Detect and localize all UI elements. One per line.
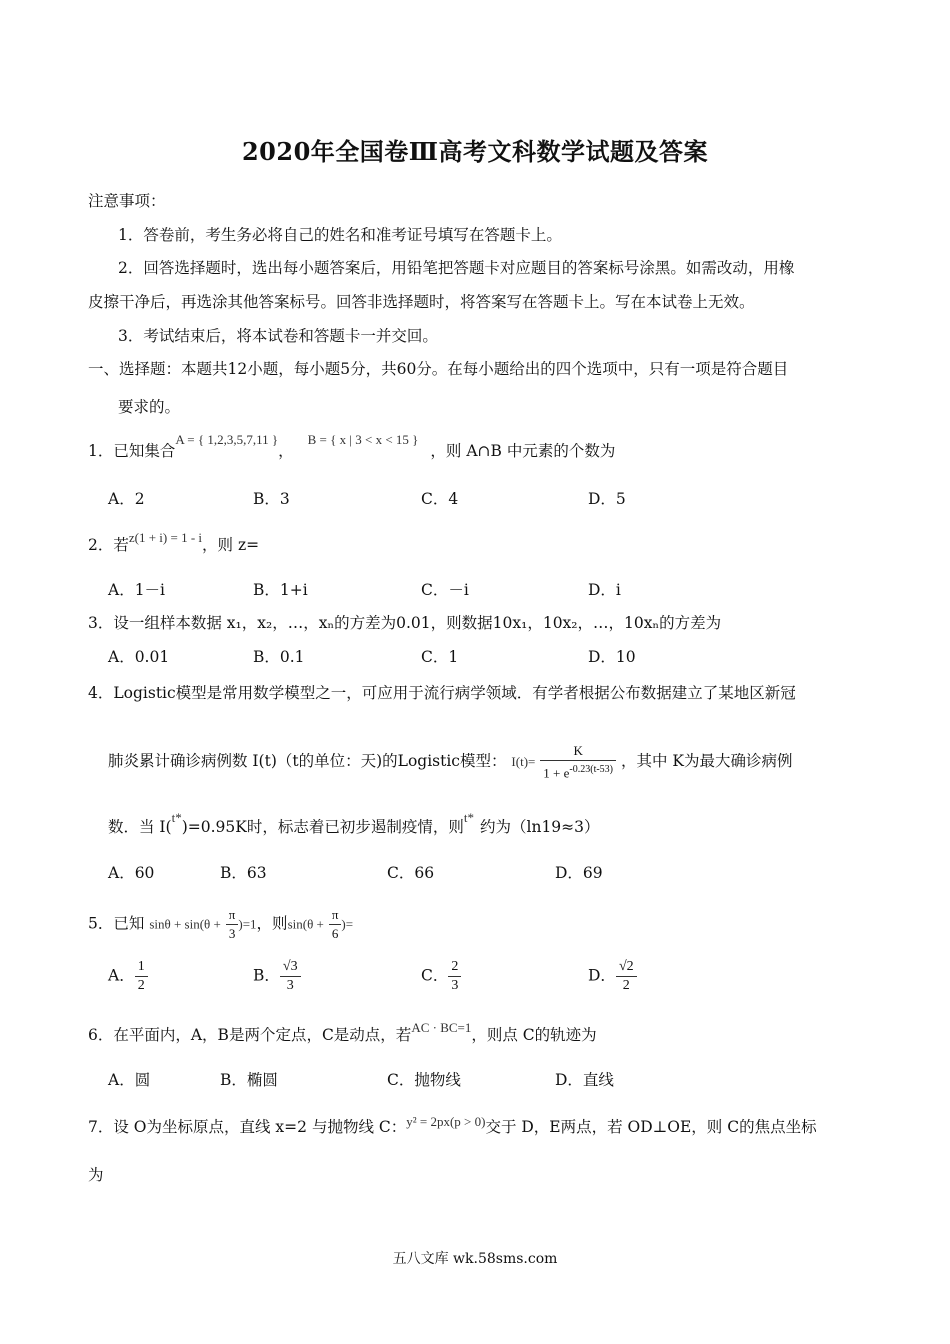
q5-option-c-den: 3 — [451, 978, 459, 993]
q5-mid: ，则 — [256, 914, 288, 933]
q5-option-a-label: A． — [108, 966, 135, 985]
q3-option-b: B．0.1 — [253, 648, 305, 666]
q5-option-c-label: C． — [421, 966, 449, 985]
question-7-line2: 为 — [88, 1166, 104, 1184]
q6-prefix: 6．在平面内，A，B是两个定点，C是动点，若 — [88, 1026, 412, 1044]
q4-line3b: )=0.95K时，标志着已初步遏制疫情，则 — [181, 818, 464, 836]
q6-option-d: D．直线 — [555, 1071, 614, 1089]
q4-tstar-2: t* — [463, 810, 474, 825]
q5-option-a-num: 1 — [135, 958, 148, 977]
q1-sep: ， — [278, 442, 294, 460]
q5-option-b-num: √3 — [280, 958, 301, 977]
question-4-line3 — [108, 810, 600, 839]
question-1 — [88, 432, 616, 463]
q4-formula-fraction — [540, 742, 616, 782]
q3-option-c: C．1 — [421, 648, 459, 666]
q5-option-d-num: √2 — [616, 958, 637, 977]
q5-pi-1: π — [226, 906, 239, 925]
q5-frac-pi-6 — [329, 906, 342, 943]
q5-option-c-num: 2 — [448, 958, 461, 977]
q5-three: 3 — [228, 926, 236, 941]
q5-frac-pi-3 — [226, 906, 239, 943]
question-7 — [88, 1116, 817, 1139]
q6-option-a: A．圆 — [108, 1071, 151, 1089]
section-heading-cont: 要求的。 — [118, 398, 181, 416]
q2-option-b: B．1+i — [253, 581, 308, 599]
q6-suffix: ，则点 C的轨迹为 — [471, 1026, 597, 1044]
footer-watermark: 五八文库 wk.58sms.com — [392, 1251, 558, 1267]
q2-option-a: A．1－i — [108, 581, 166, 599]
q5-expr1-end: )=1 — [238, 916, 257, 932]
q5-option-a-den: 2 — [137, 978, 145, 993]
q1-option-b: B．3 — [253, 490, 290, 508]
q7-suffix: 交于 D，E两点，若 OD⊥OE，则 C的焦点坐标 — [485, 1118, 817, 1136]
q5-expr2: sin(θ + — [287, 916, 324, 932]
q4-option-d: D．69 — [555, 864, 603, 882]
q1-suffix: ，则 A∩B 中元素的个数为 — [430, 442, 616, 460]
q1-option-a: A．2 — [108, 490, 145, 508]
q2-expr: z(1 + i) = 1 - i — [128, 530, 203, 545]
q6-expr: AC · BC=1 — [411, 1020, 472, 1035]
q5-six: 6 — [331, 926, 339, 941]
q6-option-b: B．椭圆 — [220, 1071, 278, 1089]
q2-suffix: ，则 z= — [202, 536, 260, 554]
q5-option-b-den: 3 — [286, 978, 294, 993]
q4-line3c: 约为（ln19≈3） — [480, 818, 600, 836]
q5-expr2-end: )= — [341, 916, 354, 932]
notice-item-3: 3．考试结束后，将本试卷和答题卡一并交回。 — [118, 327, 438, 345]
q6-option-c: C．抛物线 — [387, 1071, 461, 1089]
q1-option-c: C．4 — [421, 490, 459, 508]
notice-item-1: 1．答卷前，考生务必将自己的姓名和准考证号填写在答题卡上。 — [118, 226, 562, 244]
q4-formula-exp: -0.23(t-53) — [569, 764, 614, 775]
question-6 — [88, 1020, 597, 1047]
notice-item-2a: 2．回答选择题时，选出每小题答案后，用铅笔把答题卡对应题目的答案标号涂黑。如需改动，用橡 — [118, 259, 795, 277]
q1-prefix: 1．已知集合 — [88, 442, 176, 460]
q5-option-d-label: D． — [588, 966, 616, 985]
notice-heading: 注意事项： — [88, 192, 166, 210]
page-title: 2020年全国卷Ⅲ高考文科数学试题及答案 — [241, 137, 709, 166]
question-5 — [88, 906, 353, 943]
q4-line2a: 肺炎累计确诊病例数 I(t)（t的单位：天)的Logistic模型： — [108, 752, 507, 771]
q5-option-d — [588, 958, 637, 995]
q1-set-a: A = { 1,2,3,5,7,11 } — [175, 432, 279, 447]
q5-option-b — [253, 958, 301, 995]
q4-formula-den-base: 1 + e — [543, 765, 570, 781]
q4-formula-num: K — [540, 742, 616, 761]
question-3: 3．设一组样本数据 x₁，x₂，…，xₙ的方差为0.01，则数据10x₁，10x₂，…，10xₙ的方差为 — [88, 614, 722, 632]
q5-option-c — [421, 958, 461, 995]
q5-option-a — [108, 958, 148, 995]
q2-option-c: C．－i — [421, 581, 469, 599]
section-heading: 一、选择题：本题共12小题，每小题5分，共60分。在每小题给出的四个选项中，只有一项是符合题目 — [88, 360, 789, 378]
question-4-line2 — [108, 742, 792, 782]
q3-option-d: D．10 — [588, 648, 636, 666]
q5-option-d-den: 2 — [622, 978, 630, 993]
q4-option-c: C．66 — [387, 864, 435, 882]
question-2 — [88, 530, 260, 557]
q4-option-a: A．60 — [108, 864, 155, 882]
q7-prefix: 7．设 O为坐标原点，直线 x=2 与抛物线 C： — [88, 1118, 407, 1136]
q4-option-b: B．63 — [220, 864, 267, 882]
question-4-line1: 4．Logistic模型是常用数学模型之一，可应用于流行病学领域．有学者根据公布数据建立了某地区新冠 — [88, 684, 796, 702]
q3-option-a: A．0.01 — [108, 648, 170, 666]
q5-pi-2: π — [329, 906, 342, 925]
q2-prefix: 2．若 — [88, 536, 129, 554]
notice-item-2b: 皮擦干净后，再选涂其他答案标号。回答非选择题时，将答案写在答题卡上。写在本试卷上无效。 — [88, 293, 755, 311]
q4-line3a: 数．当 I( — [108, 818, 172, 836]
q5-option-b-label: B． — [253, 966, 280, 985]
q5-prefix: 5．已知 — [88, 914, 145, 933]
q4-tstar-1: t* — [171, 810, 182, 825]
q7-expr: y² = 2px(p > 0) — [406, 1114, 486, 1129]
q4-formula-lhs: I(t)= — [511, 754, 536, 770]
q1-set-b: B = { x | 3 < x < 15 } — [307, 432, 419, 447]
q4-line2b: ，其中 K为最大确诊病例 — [620, 752, 793, 771]
q1-option-d: D．5 — [588, 490, 626, 508]
q5-expr1: sinθ + sin(θ + — [149, 916, 221, 932]
q2-option-d: D．i — [588, 581, 621, 599]
q4-formula-den — [540, 761, 616, 782]
